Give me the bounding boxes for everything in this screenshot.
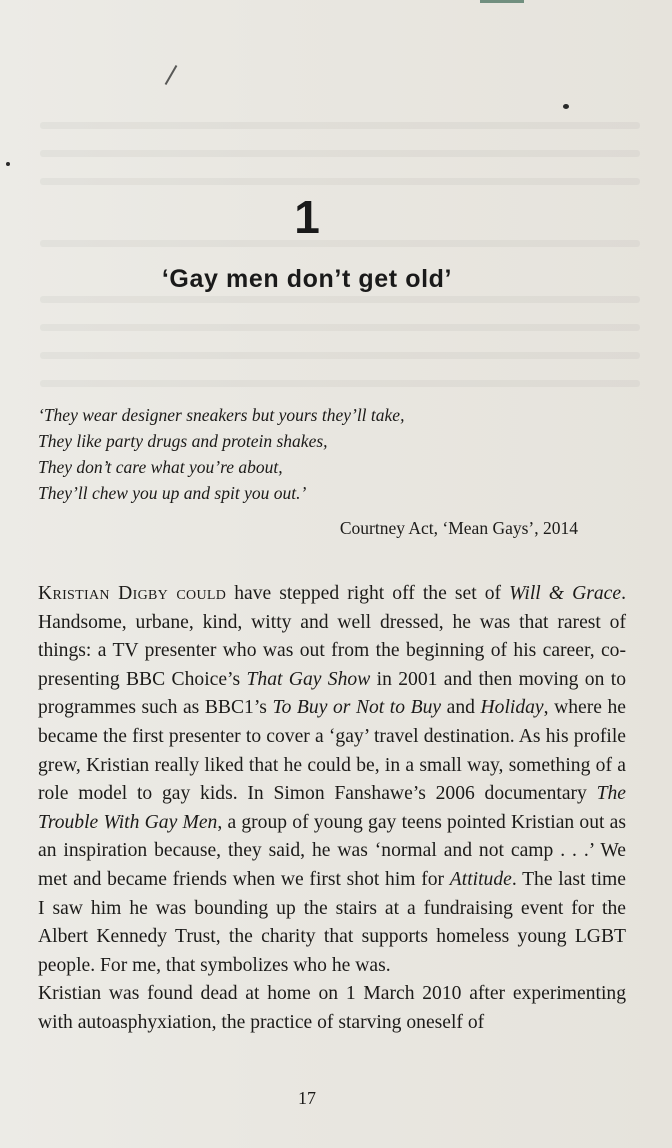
chapter-number: 1 — [294, 191, 320, 243]
italic-title: To Buy or Not to Buy — [272, 697, 442, 719]
chapter-body — [38, 580, 626, 1038]
epigraph — [38, 402, 598, 506]
text-run: , where he became the first presenter to cover a ‘gay’ travel destination. As his profile grew, Kristian really liked that he could be, in a small way, something of a role model to gay kids. In Simon Fanshawe’s 2006 documentary — [38, 697, 626, 805]
text-run: in 2001 and then moving on to programmes such as BBC1’s — [38, 668, 627, 719]
ink-speck — [6, 162, 10, 166]
show-through-line — [40, 296, 640, 303]
show-through-line — [40, 380, 640, 387]
italic-title: Will & Grace — [509, 583, 622, 604]
body-paragraph — [38, 580, 626, 980]
show-through-line — [40, 122, 640, 129]
chapter-title: ‘Gay men don’t get old’ — [161, 265, 453, 293]
lead-in: Kristian Digby could — [38, 583, 227, 604]
page-edge-mark — [480, 0, 524, 3]
page-number: 17 — [298, 1088, 316, 1108]
text-run: and — [441, 697, 481, 719]
epigraph-attribution: Courtney Act, ‘Mean Gays’, 2014 — [339, 518, 578, 538]
italic-title: Attitude — [449, 868, 512, 890]
epigraph-line: They like party drugs and protein shakes, — [38, 431, 328, 451]
show-through-line — [40, 178, 640, 185]
text-run: . Handsome, urbane, kind, witty and well dressed, he was that rarest of things: a TV presenter who was out from the beginning of his career, co-presenting BBC Choice’s — [38, 583, 626, 690]
body-paragraph: Kristian was found dead at home on 1 March 2010 after experimenting with autoasphyxiation, the practice of starving oneself of — [38, 983, 626, 1033]
epigraph-line: They don’t care what you’re about, — [38, 457, 283, 477]
pencil-mark — [165, 65, 178, 85]
ink-speck — [563, 104, 569, 109]
text-run: have stepped right off the set of — [226, 583, 510, 604]
italic-title: Holiday — [480, 697, 544, 719]
italic-title: That Gay Show — [246, 668, 371, 690]
text-run: . The last time I saw him he was bounding up the stairs at a fundraising event for the Albert Kennedy Trust, the charity that supports homeless young LGBT people. For me, that symbolizes who he was. — [38, 868, 626, 976]
epigraph-line: They’ll chew you up and spit you out.’ — [38, 483, 307, 503]
epigraph-line: ‘They wear designer sneakers but yours they’ll take, — [38, 405, 405, 425]
show-through-line — [40, 150, 640, 157]
show-through-line — [40, 324, 640, 331]
italic-title: The Trouble With Gay Men — [38, 783, 626, 833]
text-run: , a group of young gay teens pointed Kristian out as an inspiration because, they said, he was ‘normal and not camp . . .’ We met and became friends when we first shot him for — [38, 811, 626, 890]
show-through-line — [40, 352, 640, 359]
